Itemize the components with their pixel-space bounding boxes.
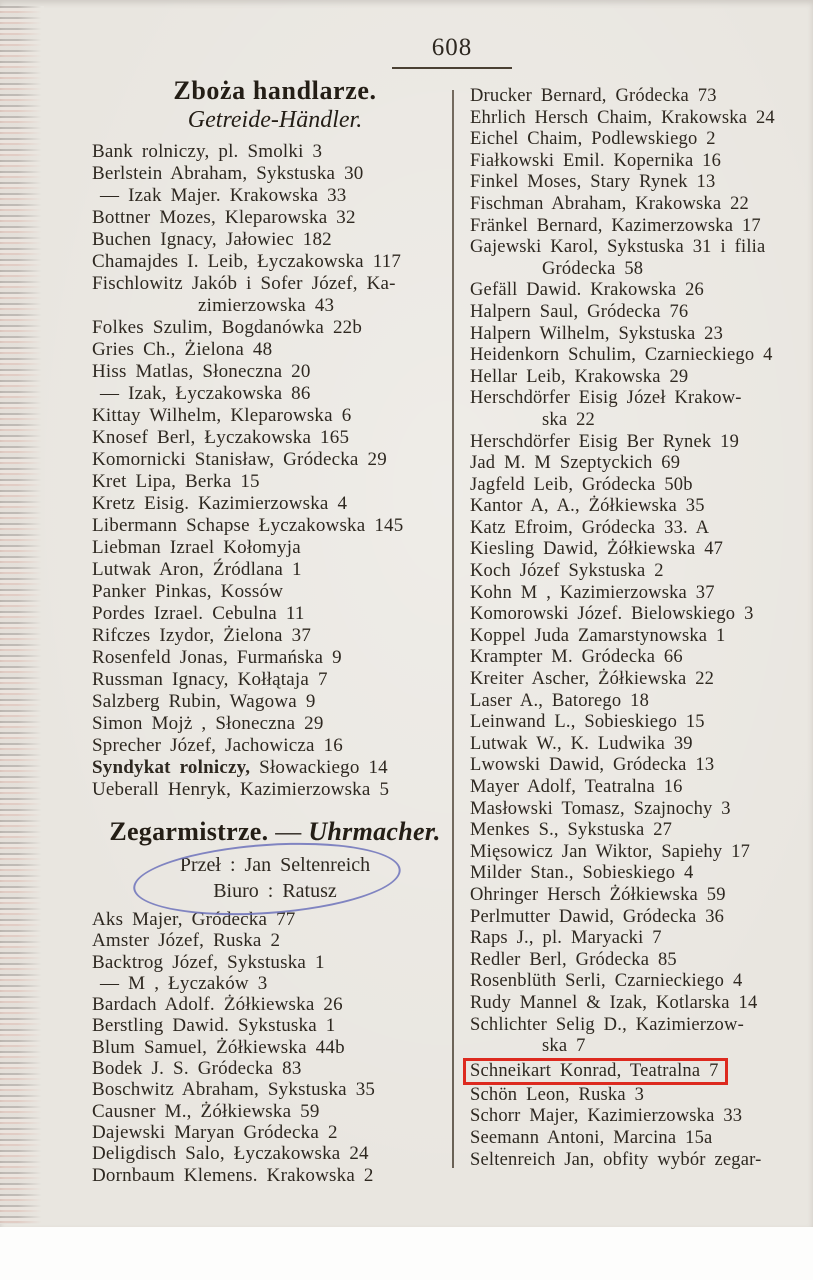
entry-text: Bottner Mozes, Kleparowska 32 <box>92 207 356 228</box>
directory-entry <box>92 229 458 251</box>
directory-entry <box>92 909 458 930</box>
entry-text: Kohn M , Kazimierzowska 37 <box>470 582 715 603</box>
directory-entry <box>92 317 458 339</box>
entry-text: Backtrog Józef, Sykstuska 1 <box>92 951 325 973</box>
watchmakers-list-left <box>92 909 458 1186</box>
directory-entry <box>470 129 808 151</box>
section-title-german: Getreide-Händler. <box>187 107 363 133</box>
directory-entry <box>92 163 458 185</box>
directory-entry <box>92 779 458 801</box>
directory-entry <box>92 273 458 295</box>
directory-entry <box>92 1165 458 1186</box>
entry-text: — Izak Majer. Krakowska 33 <box>100 185 347 206</box>
entry-text: Bodek J. S. Gródecka 83 <box>92 1058 302 1080</box>
entry-text: Dornbaum Klemens. Krakowska 2 <box>92 1164 374 1186</box>
directory-entry <box>92 625 458 647</box>
directory-entry <box>470 842 808 864</box>
entry-text: Heidenkorn Schulim, Czarnieckiego 4 <box>470 345 773 366</box>
directory-entry <box>470 734 808 756</box>
directory-entry <box>92 339 458 361</box>
entry-text: Komorowski Józef. Bielowskiego 3 <box>470 604 754 625</box>
guild-office-location: Biuro : Ratusz <box>213 880 337 902</box>
entry-text: Lutwak W., K. Ludwika 39 <box>470 733 693 754</box>
directory-entry <box>470 928 808 950</box>
entry-text: Bank rolniczy, pl. Smolki 3 <box>92 141 323 162</box>
entry-text: Ueberall Henryk, Kazimierzowska 5 <box>92 779 390 800</box>
entry-text: Laser A., Batorego 18 <box>470 690 650 711</box>
entry-text: Raps J., pl. Maryacki 7 <box>470 928 662 949</box>
entry-text: Deligdisch Salo, Łyczakowska 24 <box>92 1143 369 1165</box>
entry-text: Rifczes Izydor, Żielona 37 <box>92 625 312 646</box>
entry-text: Blum Samuel, Żółkiewska 44b <box>92 1036 345 1058</box>
directory-entry <box>470 453 808 475</box>
directory-entry <box>92 471 458 493</box>
entry-text: Perlmutter Dawid, Gródecka 36 <box>470 906 725 927</box>
directory-entry <box>470 345 808 367</box>
entry-text: Koppel Juda Zamarstynowska 1 <box>470 625 726 646</box>
directory-entry <box>92 493 458 515</box>
directory-entry <box>470 626 808 648</box>
entry-text: Buchen Ignacy, Jałowiec 182 <box>92 229 332 250</box>
directory-entry <box>92 295 458 317</box>
entry-text: Rosenfeld Jonas, Furmańska 9 <box>92 647 342 668</box>
entry-text: Mięsowicz Jan Wiktor, Sapiehy 17 <box>470 841 751 862</box>
section-header-watchmakers <box>92 816 458 848</box>
entry-text: — M , Łyczaków 3 <box>100 972 268 994</box>
directory-entry <box>470 1106 808 1128</box>
section-title-polish: Zboża handlarze. <box>173 76 377 105</box>
entry-text: Kantor A, A., Żółkiewska 35 <box>470 496 705 517</box>
entry-text: Koch Józef Sykstuska 2 <box>470 561 664 582</box>
directory-entry <box>470 410 808 432</box>
entry-text: Rosenblüth Serli, Czarnieckiego 4 <box>470 971 743 992</box>
entry-text: Fischman Abraham, Krakowska 22 <box>470 193 750 214</box>
entry-text: Dajewski Maryan Gródecka 2 <box>92 1121 338 1143</box>
entry-text: Kretz Eisig. Kazimierzowska 4 <box>92 493 348 514</box>
directory-entry <box>470 820 808 842</box>
directory-entry <box>92 559 458 581</box>
entry-text: Schorr Majer, Kazimierzowska 33 <box>470 1106 743 1127</box>
left-column <box>92 76 458 1186</box>
directory-entry <box>470 971 808 993</box>
entry-text: Panker Pinkas, Kossów <box>92 581 284 602</box>
entry-text: Masłowski Tomasz, Szajnochy 3 <box>470 798 731 819</box>
directory-entry <box>470 324 808 346</box>
directory-entry <box>470 151 808 173</box>
entry-text: Schlichter Selig D., Kazimierzow- <box>470 1014 744 1035</box>
entry-text: Gefäll Dawid. Krakowska 26 <box>470 280 704 301</box>
directory-entry <box>92 427 458 449</box>
directory-entry <box>92 405 458 427</box>
entry-text: Knosef Berl, Łyczakowska 165 <box>92 427 350 448</box>
entry-text: Aks Majer, Gródecka 77 <box>92 909 296 930</box>
directory-entry <box>92 141 458 163</box>
directory-entry <box>92 952 458 973</box>
entry-text: Kiesling Dawid, Żółkiewska 47 <box>470 539 724 560</box>
directory-entry <box>92 185 458 207</box>
entry-text: Komornicki Stanisław, Gródecka 29 <box>92 449 387 470</box>
directory-entry <box>92 251 458 273</box>
directory-entry <box>470 993 808 1015</box>
directory-entry <box>92 669 458 691</box>
directory-entry <box>470 1036 808 1058</box>
directory-entry <box>92 1101 458 1122</box>
highlighted-entry-red-box <box>470 1058 808 1085</box>
directory-entry <box>92 449 458 471</box>
page-number: 608 <box>431 34 473 61</box>
directory-entry <box>92 930 458 951</box>
directory-entry <box>470 885 808 907</box>
directory-entry <box>92 207 458 229</box>
directory-entry <box>470 496 808 518</box>
entry-text: Schneikart Konrad, Teatralna 7 <box>463 1058 728 1085</box>
entry-text: Krampter M. Gródecka 66 <box>470 647 683 668</box>
section-title-german: Uhrmacher. <box>308 817 441 846</box>
entry-text: Chamajdes I. Leib, Łyczakowska 117 <box>92 251 402 272</box>
directory-entry <box>470 432 808 454</box>
directory-entry <box>92 1143 458 1164</box>
directory-entry <box>470 647 808 669</box>
entry-text: Kret Lipa, Berka 15 <box>92 471 260 492</box>
entry-text: zimierzowska 43 <box>198 295 335 316</box>
directory-entry <box>470 907 808 929</box>
entry-text: Finkel Moses, Stary Rynek 13 <box>470 172 716 193</box>
entry-text: Liebman Izrael Kołomyja <box>92 537 301 558</box>
directory-entry <box>92 603 458 625</box>
page-number-header <box>392 34 512 69</box>
entry-text: Amster Józef, Ruska 2 <box>92 930 281 952</box>
entry-text: ska 7 <box>542 1036 586 1057</box>
section-title-polish: Zegarmistrze. <box>109 817 269 846</box>
entry-text: Sprecher Józef, Jachowicza 16 <box>92 735 343 756</box>
book-edge-stripes <box>0 6 44 1224</box>
entry-text: Seemann Antoni, Marcina 15a <box>470 1127 713 1148</box>
entry-text: Berlstein Abraham, Sykstuska 30 <box>92 163 364 184</box>
entry-text: Lwowski Dawid, Gródecka 13 <box>470 755 715 776</box>
entry-text: Hellar Leib, Krakowska 29 <box>470 366 689 387</box>
directory-entry <box>92 735 458 757</box>
entry-text: Jad M. M Szeptyckich 69 <box>470 453 681 474</box>
directory-entry <box>92 1015 458 1036</box>
directory-entry <box>92 1122 458 1143</box>
directory-entry <box>470 475 808 497</box>
entry-text: Gries Ch., Żielona 48 <box>92 339 273 360</box>
grain-merchants-list <box>92 141 458 801</box>
right-column <box>470 86 808 1171</box>
entry-text: Syndykat rolniczy, Słowackiego 14 <box>92 757 388 778</box>
directory-entry <box>92 713 458 735</box>
entry-text: — Izak, Łyczakowska 86 <box>100 383 311 404</box>
directory-entry <box>92 537 458 559</box>
entry-text: Bardach Adolf. Żółkiewska 26 <box>92 994 343 1016</box>
entry-text: Simon Mojż , Słoneczna 29 <box>92 713 324 734</box>
entry-text: Katz Efroim, Gródecka 33. A <box>470 517 710 538</box>
directory-entry <box>92 1058 458 1079</box>
entry-text: Russman Ignacy, Kołłątaja 7 <box>92 669 328 690</box>
entry-text: Herschdörfer Eisig Józeł Krakow- <box>470 388 742 409</box>
directory-entry <box>470 172 808 194</box>
directory-entry <box>92 647 458 669</box>
entry-text: Redler Berl, Gródecka 85 <box>470 949 677 970</box>
directory-entry <box>470 561 808 583</box>
directory-entry <box>470 108 808 130</box>
entry-text: Gródecka 58 <box>542 258 644 279</box>
directory-entry <box>92 1037 458 1058</box>
directory-entry <box>470 583 808 605</box>
entry-text: Salzberg Rubin, Wagowa 9 <box>92 691 316 712</box>
directory-entry <box>92 757 458 779</box>
directory-entry <box>470 86 808 108</box>
directory-entry <box>470 669 808 691</box>
directory-entry <box>470 194 808 216</box>
entry-text: Leinwand L., Sobieskiego 15 <box>470 712 705 733</box>
directory-entry <box>92 691 458 713</box>
entry-text: Milder Stan., Sobieskiego 4 <box>470 863 694 884</box>
entry-text: Fiałkowski Emil. Kopernika 16 <box>470 150 722 171</box>
directory-entry <box>470 259 808 281</box>
entry-text: Fischlowitz Jakób i Sofer Józef, Ka- <box>92 273 396 294</box>
directory-entry <box>470 518 808 540</box>
guild-head-note <box>92 851 458 905</box>
directory-entry <box>470 1150 808 1172</box>
entry-text: Jagfeld Leib, Gródecka 50b <box>470 474 693 495</box>
guild-head-name: Przeł : Jan Seltenreich <box>179 854 371 876</box>
directory-entry <box>470 777 808 799</box>
directory-entry <box>92 994 458 1015</box>
directory-entry <box>470 691 808 713</box>
entry-text: Fränkel Bernard, Kazimerzowska 17 <box>470 215 761 236</box>
entry-text: Mayer Adolf, Teatralna 16 <box>470 777 683 797</box>
directory-entry <box>470 237 808 259</box>
directory-entry <box>92 1079 458 1100</box>
entry-text: Drucker Bernard, Gródecka 73 <box>470 86 717 106</box>
directory-entry <box>470 1085 808 1107</box>
entry-text: Hiss Matlas, Słoneczna 20 <box>92 361 311 382</box>
entry-text: Halpern Wilhelm, Sykstuska 23 <box>470 323 724 344</box>
directory-entry <box>470 863 808 885</box>
entry-text: Folkes Szulim, Bogdanówka 22b <box>92 317 363 338</box>
entry-text: ska 22 <box>542 409 595 430</box>
entry-text: Gajewski Karol, Sykstuska 31 i filia <box>470 237 766 258</box>
right-column-list <box>470 86 808 1171</box>
directory-entry <box>470 799 808 821</box>
directory-entry <box>470 280 808 302</box>
directory-entry <box>470 1128 808 1150</box>
directory-entry <box>92 361 458 383</box>
directory-entry <box>470 755 808 777</box>
title-separator: — <box>268 817 309 846</box>
directory-entry <box>470 388 808 410</box>
directory-entry <box>470 367 808 389</box>
entry-text: Rudy Mannel & Izak, Kotlarska 14 <box>470 992 758 1013</box>
entry-text: Lutwak Aron, Źródlana 1 <box>92 559 302 580</box>
entry-text: Kittay Wilhelm, Kleparowska 6 <box>92 405 352 426</box>
entry-text: Menkes S., Sykstuska 27 <box>470 820 673 841</box>
entry-text: Ehrlich Hersch Chaim, Krakowska 24 <box>470 107 775 128</box>
directory-entry <box>470 1015 808 1037</box>
entry-text: Boschwitz Abraham, Sykstuska 35 <box>92 1079 376 1101</box>
entry-text: Ohringer Hersch Żółkiewska 59 <box>470 884 726 905</box>
directory-entry <box>470 950 808 972</box>
entry-text: Seltenreich Jan, obfity wybór zegar- <box>470 1149 762 1170</box>
directory-entry <box>470 539 808 561</box>
directory-entry <box>470 216 808 238</box>
entry-text: Schön Leon, Ruska 3 <box>470 1084 645 1105</box>
entry-text: Causner M., Żółkiewska 59 <box>92 1100 320 1122</box>
directory-entry <box>92 973 458 994</box>
directory-entry <box>92 581 458 603</box>
section-header-grain-merchants <box>92 76 458 134</box>
entry-text: Herschdörfer Eisig Ber Rynek 19 <box>470 431 740 452</box>
entry-text: Kreiter Ascher, Żółkiewska 22 <box>470 669 715 690</box>
entry-text: Berstling Dawid. Sykstuska 1 <box>92 1015 336 1037</box>
directory-entry <box>92 383 458 405</box>
entry-text: Eichel Chaim, Podlewskiego 2 <box>470 129 716 150</box>
entry-text: Halpern Saul, Gródecka 76 <box>470 301 689 322</box>
directory-entry <box>92 515 458 537</box>
directory-entry <box>470 302 808 324</box>
entry-text: Pordes Izrael. Cebulna 11 <box>92 603 305 624</box>
directory-entry <box>470 712 808 734</box>
entry-text: Libermann Schapse Łyczakowska 145 <box>92 515 404 536</box>
directory-entry <box>470 604 808 626</box>
